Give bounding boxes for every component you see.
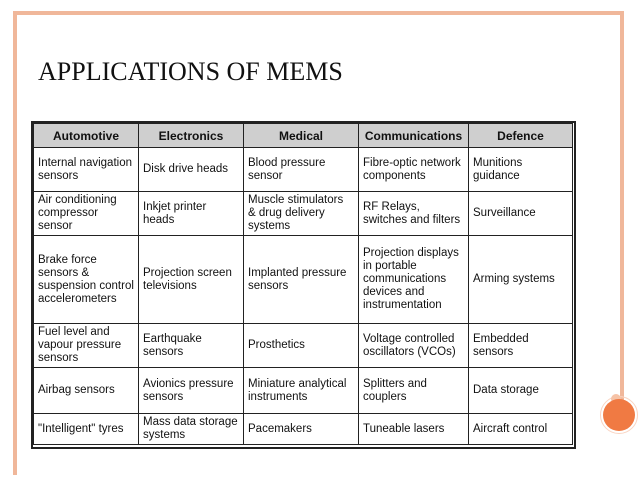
header-communications: Communications: [359, 124, 469, 148]
table-cell: Voltage controlled oscillators (VCOs): [359, 324, 469, 368]
table-cell: Blood pressure sensor: [244, 148, 359, 192]
table-cell: Miniature analytical instruments: [244, 368, 359, 414]
table-cell: Brake force sensors & suspension control accelerometers: [34, 236, 139, 324]
slide-title: APPLICATIONS OF MEMS: [38, 57, 343, 86]
table-row: [34, 148, 573, 192]
table-cell: Implanted pressure sensors: [244, 236, 359, 324]
table-cell: Prosthetics: [244, 324, 359, 368]
table-row: [34, 324, 573, 368]
table-cell: Projection displays in portable communications devices and instrumentation: [359, 236, 469, 324]
decor-circle-accent: [603, 399, 635, 431]
header-electronics: Electronics: [139, 124, 244, 148]
table-cell: Earthquake sensors: [139, 324, 244, 368]
table-cell: Avionics pressure sensors: [139, 368, 244, 414]
table-cell: Pacemakers: [244, 414, 359, 445]
table-row: [34, 368, 573, 414]
header-medical: Medical: [244, 124, 359, 148]
table-cell: Arming systems: [469, 236, 573, 324]
table-cell: Munitions guidance: [469, 148, 573, 192]
table-cell: Internal navigation sensors: [34, 148, 139, 192]
table-cell: RF Relays, switches and filters: [359, 192, 469, 236]
header-defence: Defence: [469, 124, 573, 148]
slide-frame-top: [13, 11, 624, 15]
slide-frame-left: [13, 11, 17, 475]
table-cell: Mass data storage systems: [139, 414, 244, 445]
table-cell: Fuel level and vapour pressure sensors: [34, 324, 139, 368]
table-cell: Airbag sensors: [34, 368, 139, 414]
table-header-row: [34, 124, 573, 148]
table-row: [34, 236, 573, 324]
table-cell: Disk drive heads: [139, 148, 244, 192]
table-cell: Inkjet printer heads: [139, 192, 244, 236]
table-cell: Fibre-optic network components: [359, 148, 469, 192]
table-cell: "Intelligent" tyres: [34, 414, 139, 445]
table-row: [34, 414, 573, 445]
table-row: [34, 192, 573, 236]
table-cell: Splitters and couplers: [359, 368, 469, 414]
table-cell: Projection screen televisions: [139, 236, 244, 324]
slide-frame-right: [620, 11, 624, 409]
mems-applications-table: [33, 123, 573, 445]
table-cell: Muscle stimulators & drug delivery systems: [244, 192, 359, 236]
table-cell: Aircraft control: [469, 414, 573, 445]
table-cell: Embedded sensors: [469, 324, 573, 368]
table-cell: Surveillance: [469, 192, 573, 236]
header-automotive: Automotive: [34, 124, 139, 148]
table-cell: Data storage: [469, 368, 573, 414]
table-cell: Tuneable lasers: [359, 414, 469, 445]
table-cell: Air conditioning compressor sensor: [34, 192, 139, 236]
